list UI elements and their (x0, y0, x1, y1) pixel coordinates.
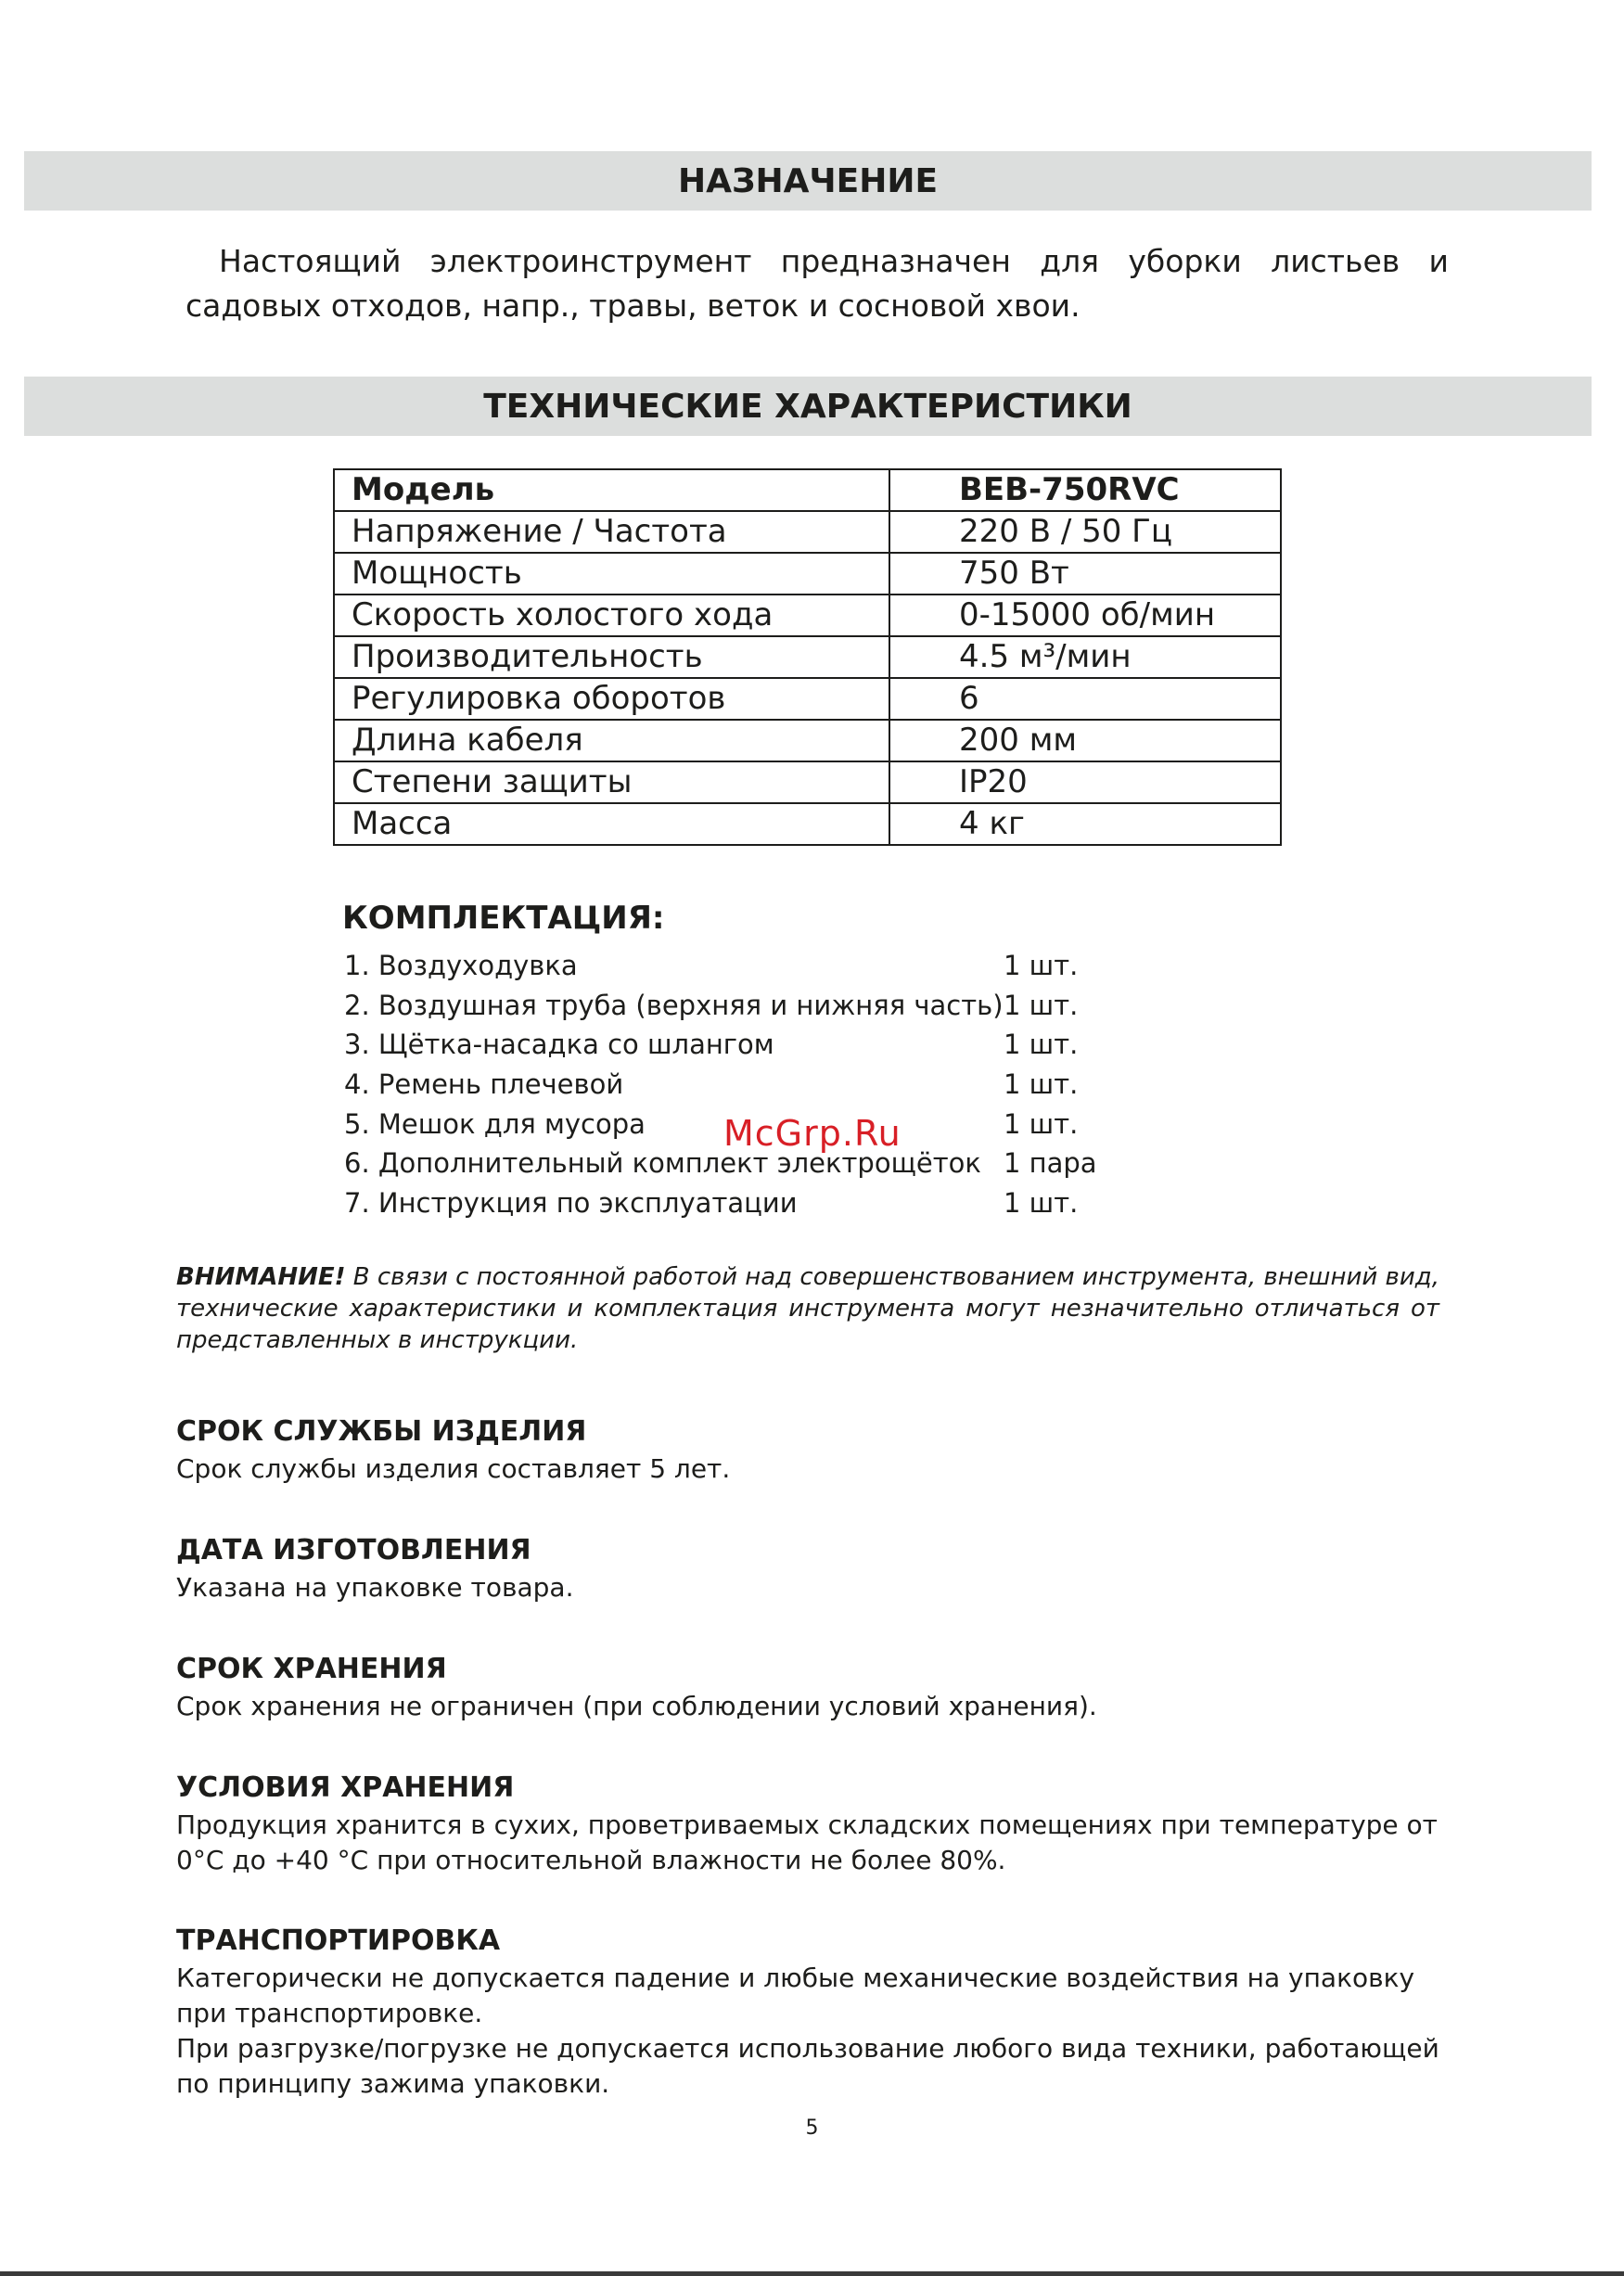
kit-item-name: 1. Воздуходувка (344, 950, 578, 981)
spec-label: Степени защиты (334, 761, 889, 803)
section-specs-header (24, 377, 1592, 436)
section-title: СРОК ХРАНЕНИЯ (176, 1653, 447, 1685)
kit-title: КОМПЛЕКТАЦИЯ: (342, 900, 665, 937)
section-paragraph: Категорически не допускается падение и любые механические воздействия на упаковку при транспортировке. (176, 1963, 1415, 2028)
spec-value: IP20 (889, 761, 1281, 803)
purpose-text: Настоящий электроинструмент предназначен для уборки листьев и садовых отходов, напр., травы, веток и сосновой хвои. (185, 243, 1449, 324)
spec-label: Производительность (334, 636, 889, 678)
section-title: СРОК СЛУЖБЫ ИЗДЕЛИЯ (176, 1415, 587, 1448)
spec-label: Напряжение / Частота (334, 511, 889, 553)
section-paragraph: Указана на упаковке товара. (176, 1572, 574, 1603)
section-title: ДАТА ИЗГОТОВЛЕНИЯ (176, 1534, 531, 1566)
spec-label: Мощность (334, 553, 889, 595)
spec-label: Модель (334, 469, 889, 511)
spec-row (334, 636, 1281, 678)
kit-item-name: 4. Ремень плечевой (344, 1068, 624, 1101)
kit-item (344, 1025, 1179, 1065)
section-transportation (176, 1922, 1439, 2102)
spec-label: Регулировка оборотов (334, 678, 889, 720)
spec-value: BEB-750RVC (889, 469, 1281, 511)
bottom-rule (0, 2271, 1624, 2276)
spec-row (334, 553, 1281, 595)
section-paragraph: Продукция хранится в сухих, проветриваемых складских помещениях при температуре от 0°С до +40 °С при относительной влажности не более 80%. (176, 1809, 1438, 1875)
warning-label: ВНИМАНИЕ! (176, 1263, 346, 1291)
kit-item (344, 1065, 1179, 1105)
section-paragraph: Срок службы изделия составляет 5 лет. (176, 1453, 731, 1484)
spec-row (334, 678, 1281, 720)
spec-row (334, 511, 1281, 553)
warning-text: В связи с постоянной работой над совершенствованием инструмента, внешний вид, технические характеристики и комплектация инструмента могут незначительно отличаться от представленных в инструкции. (176, 1263, 1439, 1354)
kit-item-name: 3. Щётка-насадка со шлангом (344, 1029, 774, 1061)
spec-label: Масса (334, 803, 889, 845)
spec-row (334, 761, 1281, 803)
spec-value: 200 мм (889, 720, 1281, 761)
kit-item-qty: 1 шт. (1004, 1068, 1079, 1101)
spec-row (334, 469, 1281, 511)
spec-row (334, 595, 1281, 636)
section-manufacture-date (176, 1531, 1439, 1605)
spec-label: Скорость холостого хода (334, 595, 889, 636)
section-paragraph: При разгрузке/погрузке не допускается использование любого вида техники, работающей по принципу зажима упаковки. (176, 2033, 1439, 2099)
spec-value: 220 В / 50 Гц (889, 511, 1281, 553)
watermark: McGrp.Ru (723, 1113, 902, 1154)
kit-item-qty: 1 шт. (1004, 989, 1079, 1021)
section-title: ТРАНСПОРТИРОВКА (176, 1924, 501, 1957)
section-storage-conditions (176, 1769, 1439, 1878)
spec-value: 4.5 м³/мин (889, 636, 1281, 678)
kit-item (344, 946, 1179, 986)
kit-list (344, 946, 1179, 1223)
page-number: 5 (805, 2116, 819, 2140)
warning-note (176, 1261, 1439, 1356)
spec-row (334, 803, 1281, 845)
kit-item-name: 6. Дополнительный комплект электрощёток (344, 1147, 981, 1180)
spec-row (334, 720, 1281, 761)
kit-item-qty: 1 шт. (1004, 950, 1079, 981)
kit-item-name: 2. Воздушная труба (верхняя и нижняя часть) (344, 989, 1004, 1021)
spec-value: 0-15000 об/мин (889, 595, 1281, 636)
spec-value: 750 Вт (889, 553, 1281, 595)
kit-item (344, 1183, 1179, 1223)
kit-item-qty: 1 шт. (1004, 1029, 1079, 1061)
spec-value: 4 кг (889, 803, 1281, 845)
kit-item-qty: 1 шт. (1004, 1187, 1079, 1220)
kit-item (344, 986, 1179, 1026)
spec-value: 6 (889, 678, 1281, 720)
specs-table (333, 468, 1282, 846)
section-purpose-title: НАЗНАЧЕНИЕ (677, 161, 939, 200)
section-purpose-header (24, 151, 1592, 211)
section-service-life (176, 1413, 1439, 1487)
spec-label: Длина кабеля (334, 720, 889, 761)
kit-item-qty: 1 пара (1004, 1147, 1097, 1180)
section-storage-period (176, 1650, 1439, 1724)
kit-item-name: 7. Инструкция по эксплуатации (344, 1187, 798, 1220)
section-specs-title: ТЕХНИЧЕСКИЕ ХАРАКТЕРИСТИКИ (483, 387, 1132, 426)
section-paragraph: Срок хранения не ограничен (при соблюдении условий хранения). (176, 1691, 1097, 1721)
section-title: УСЛОВИЯ ХРАНЕНИЯ (176, 1771, 515, 1804)
kit-item-name: 5. Мешок для мусора (344, 1107, 646, 1140)
kit-item-qty: 1 шт. (1004, 1107, 1079, 1140)
